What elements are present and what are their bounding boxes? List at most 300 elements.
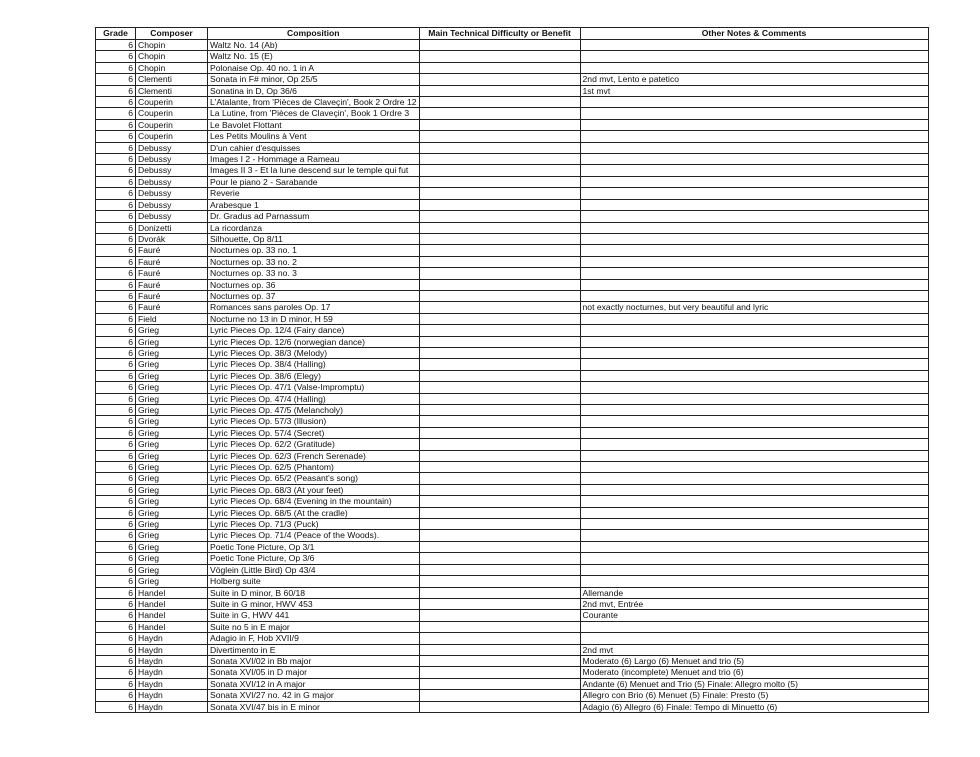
notes-cell[interactable] — [580, 142, 928, 153]
notes-cell[interactable] — [580, 553, 928, 564]
grade-cell[interactable]: 6 — [96, 51, 136, 62]
composition-cell[interactable]: Lyric Pieces Op. 68/3 (At your feet) — [208, 484, 420, 495]
composition-cell[interactable]: Lyric Pieces Op. 47/1 (Valse-Impromptu) — [208, 382, 420, 393]
grade-cell[interactable]: 6 — [96, 256, 136, 267]
difficulty-cell[interactable] — [419, 484, 580, 495]
composer-cell[interactable]: Chopin — [136, 51, 208, 62]
grade-cell[interactable]: 6 — [96, 621, 136, 632]
difficulty-cell[interactable] — [419, 496, 580, 507]
composition-cell[interactable]: Romances sans paroles Op. 17 — [208, 302, 420, 313]
composition-cell[interactable]: La Lutine, from 'Pièces de Claveçin', Book 1 Ordre 3 — [208, 108, 420, 119]
difficulty-cell[interactable] — [419, 359, 580, 370]
notes-cell[interactable]: Allemande — [580, 587, 928, 598]
composition-cell[interactable]: Lyric Pieces Op. 71/3 (Puck) — [208, 519, 420, 530]
composer-cell[interactable]: Fauré — [136, 256, 208, 267]
composer-cell[interactable]: Debussy — [136, 188, 208, 199]
composer-cell[interactable]: Haydn — [136, 667, 208, 678]
composer-cell[interactable]: Fauré — [136, 302, 208, 313]
grade-cell[interactable]: 6 — [96, 279, 136, 290]
grade-cell[interactable]: 6 — [96, 131, 136, 142]
grade-cell[interactable]: 6 — [96, 701, 136, 712]
composer-cell[interactable]: Handel — [136, 621, 208, 632]
composition-cell[interactable]: Pour le piano 2 - Sarabande — [208, 176, 420, 187]
grade-cell[interactable]: 6 — [96, 85, 136, 96]
composer-cell[interactable]: Grieg — [136, 473, 208, 484]
grade-cell[interactable]: 6 — [96, 370, 136, 381]
composer-cell[interactable]: Handel — [136, 598, 208, 609]
composer-cell[interactable]: Grieg — [136, 347, 208, 358]
grade-cell[interactable]: 6 — [96, 188, 136, 199]
composition-cell[interactable]: D'un cahier d'esquisses — [208, 142, 420, 153]
notes-cell[interactable] — [580, 336, 928, 347]
composition-cell[interactable]: Sonata XVI/27 no. 42 in G major — [208, 690, 420, 701]
grade-cell[interactable]: 6 — [96, 325, 136, 336]
notes-cell[interactable] — [580, 131, 928, 142]
difficulty-cell[interactable] — [419, 450, 580, 461]
difficulty-cell[interactable] — [419, 427, 580, 438]
composition-cell[interactable]: Lyric Pieces Op. 65/2 (Peasant's song) — [208, 473, 420, 484]
composer-cell[interactable]: Grieg — [136, 496, 208, 507]
difficulty-cell[interactable] — [419, 553, 580, 564]
grade-cell[interactable]: 6 — [96, 290, 136, 301]
composition-cell[interactable]: Sonata XVI/47 bis in E minor — [208, 701, 420, 712]
composer-cell[interactable]: Grieg — [136, 541, 208, 552]
notes-cell[interactable] — [580, 279, 928, 290]
notes-cell[interactable] — [580, 519, 928, 530]
composer-cell[interactable]: Grieg — [136, 530, 208, 541]
notes-cell[interactable]: Courante — [580, 610, 928, 621]
notes-cell[interactable] — [580, 62, 928, 73]
notes-cell[interactable] — [580, 165, 928, 176]
grade-cell[interactable]: 6 — [96, 541, 136, 552]
grade-cell[interactable]: 6 — [96, 678, 136, 689]
composition-cell[interactable]: Poetic Tone Picture, Op 3/6 — [208, 553, 420, 564]
notes-cell[interactable] — [580, 40, 928, 51]
notes-cell[interactable] — [580, 507, 928, 518]
difficulty-cell[interactable] — [419, 211, 580, 222]
grade-cell[interactable]: 6 — [96, 473, 136, 484]
grade-cell[interactable]: 6 — [96, 336, 136, 347]
composition-cell[interactable]: Lyric Pieces Op. 12/4 (Fairy dance) — [208, 325, 420, 336]
difficulty-cell[interactable] — [419, 256, 580, 267]
notes-cell[interactable] — [580, 290, 928, 301]
grade-cell[interactable]: 6 — [96, 176, 136, 187]
notes-cell[interactable] — [580, 621, 928, 632]
notes-cell[interactable] — [580, 245, 928, 256]
composition-cell[interactable]: Sonata XVI/02 in Bb major — [208, 655, 420, 666]
difficulty-cell[interactable] — [419, 131, 580, 142]
composition-cell[interactable]: Nocturne no 13 in D minor, H 59 — [208, 313, 420, 324]
difficulty-cell[interactable] — [419, 222, 580, 233]
grade-cell[interactable]: 6 — [96, 165, 136, 176]
difficulty-cell[interactable] — [419, 382, 580, 393]
composition-cell[interactable]: Images II 3 - Et la lune descend sur le temple qui fut — [208, 165, 420, 176]
difficulty-cell[interactable] — [419, 245, 580, 256]
grade-cell[interactable]: 6 — [96, 507, 136, 518]
composition-cell[interactable]: Sonata XVI/05 in D major — [208, 667, 420, 678]
composition-cell[interactable]: L'Atalante, from 'Pièces de Claveçin', Book 2 Ordre 12 — [208, 97, 420, 108]
grade-cell[interactable]: 6 — [96, 576, 136, 587]
composer-cell[interactable]: Grieg — [136, 427, 208, 438]
composer-cell[interactable]: Grieg — [136, 393, 208, 404]
composition-cell[interactable]: Silhouette, Op 8/11 — [208, 233, 420, 244]
composition-cell[interactable]: Suite in D minor, B 60/18 — [208, 587, 420, 598]
table-row — [96, 62, 929, 73]
composition-cell[interactable]: Holberg suite — [208, 576, 420, 587]
composer-cell[interactable]: Grieg — [136, 336, 208, 347]
notes-cell[interactable] — [580, 211, 928, 222]
composer-cell[interactable]: Grieg — [136, 484, 208, 495]
composition-cell[interactable]: Poetic Tone Picture, Op 3/1 — [208, 541, 420, 552]
difficulty-cell[interactable] — [419, 347, 580, 358]
difficulty-cell[interactable] — [419, 564, 580, 575]
composition-cell[interactable]: Nocturnes op. 33 no. 1 — [208, 245, 420, 256]
grade-cell[interactable]: 6 — [96, 382, 136, 393]
table-row — [96, 644, 929, 655]
composition-cell[interactable]: Lyric Pieces Op. 12/6 (norwegian dance) — [208, 336, 420, 347]
grade-cell[interactable]: 6 — [96, 416, 136, 427]
composition-cell[interactable]: Suite no 5 in E major — [208, 621, 420, 632]
notes-cell[interactable] — [580, 154, 928, 165]
composition-cell[interactable]: Lyric Pieces Op. 68/4 (Evening in the mountain) — [208, 496, 420, 507]
grade-cell[interactable]: 6 — [96, 496, 136, 507]
grade-cell[interactable]: 6 — [96, 405, 136, 416]
difficulty-cell[interactable] — [419, 199, 580, 210]
composer-cell[interactable]: Debussy — [136, 211, 208, 222]
composition-cell[interactable]: Lyric Pieces Op. 68/5 (At the cradle) — [208, 507, 420, 518]
grade-cell[interactable]: 6 — [96, 610, 136, 621]
composition-cell[interactable]: Lyric Pieces Op. 57/3 (Illusion) — [208, 416, 420, 427]
notes-cell[interactable] — [580, 370, 928, 381]
notes-cell[interactable] — [580, 359, 928, 370]
difficulty-cell[interactable] — [419, 97, 580, 108]
difficulty-cell[interactable] — [419, 165, 580, 176]
composition-cell[interactable]: Waltz No. 15 (E) — [208, 51, 420, 62]
difficulty-cell[interactable] — [419, 268, 580, 279]
composer-cell[interactable]: Debussy — [136, 154, 208, 165]
composer-cell[interactable]: Debussy — [136, 165, 208, 176]
difficulty-cell[interactable] — [419, 576, 580, 587]
composer-cell[interactable]: Fauré — [136, 268, 208, 279]
grade-cell[interactable]: 6 — [96, 154, 136, 165]
composer-cell[interactable]: Dvorák — [136, 233, 208, 244]
composition-cell[interactable]: Nocturnes op. 37 — [208, 290, 420, 301]
grade-cell[interactable]: 6 — [96, 450, 136, 461]
notes-cell[interactable] — [580, 233, 928, 244]
difficulty-cell[interactable] — [419, 325, 580, 336]
composer-cell[interactable]: Grieg — [136, 359, 208, 370]
grade-cell[interactable]: 6 — [96, 484, 136, 495]
grade-cell[interactable]: 6 — [96, 119, 136, 130]
notes-cell[interactable]: Allegro con Brio (6) Menuet (5) Finale: Presto (5) — [580, 690, 928, 701]
difficulty-cell[interactable] — [419, 51, 580, 62]
composer-cell[interactable]: Clementi — [136, 85, 208, 96]
grade-cell[interactable]: 6 — [96, 633, 136, 644]
notes-cell[interactable] — [580, 313, 928, 324]
grade-cell[interactable]: 6 — [96, 40, 136, 51]
grade-cell[interactable]: 6 — [96, 199, 136, 210]
notes-cell[interactable] — [580, 256, 928, 267]
grade-cell[interactable]: 6 — [96, 393, 136, 404]
difficulty-cell[interactable] — [419, 701, 580, 712]
difficulty-cell[interactable] — [419, 40, 580, 51]
composition-cell[interactable]: Reverie — [208, 188, 420, 199]
notes-cell[interactable] — [580, 484, 928, 495]
grade-cell[interactable]: 6 — [96, 598, 136, 609]
difficulty-cell[interactable] — [419, 119, 580, 130]
composer-cell[interactable]: Grieg — [136, 325, 208, 336]
table-row — [96, 165, 929, 176]
difficulty-cell[interactable] — [419, 610, 580, 621]
grade-cell[interactable]: 6 — [96, 667, 136, 678]
composition-cell[interactable]: Arabesque 1 — [208, 199, 420, 210]
notes-cell[interactable] — [580, 108, 928, 119]
notes-cell[interactable]: Moderato (incomplete) Menuet and trio (6) — [580, 667, 928, 678]
difficulty-cell[interactable] — [419, 85, 580, 96]
grade-cell[interactable]: 6 — [96, 97, 136, 108]
composition-cell[interactable]: Sonata XVI/12 in A major — [208, 678, 420, 689]
composer-cell[interactable]: Grieg — [136, 576, 208, 587]
composer-cell[interactable]: Grieg — [136, 564, 208, 575]
grade-cell[interactable]: 6 — [96, 108, 136, 119]
notes-cell[interactable]: 2nd mvt, Entrée — [580, 598, 928, 609]
notes-cell[interactable] — [580, 199, 928, 210]
composer-cell[interactable]: Grieg — [136, 462, 208, 473]
composer-cell[interactable]: Debussy — [136, 199, 208, 210]
grade-cell[interactable]: 6 — [96, 233, 136, 244]
notes-cell[interactable] — [580, 450, 928, 461]
grade-cell[interactable]: 6 — [96, 302, 136, 313]
notes-cell[interactable] — [580, 462, 928, 473]
difficulty-cell[interactable] — [419, 62, 580, 73]
difficulty-cell[interactable] — [419, 279, 580, 290]
composition-cell[interactable]: Lyric Pieces Op. 38/3 (Melody) — [208, 347, 420, 358]
composer-cell[interactable]: Grieg — [136, 519, 208, 530]
difficulty-cell[interactable] — [419, 108, 580, 119]
difficulty-cell[interactable] — [419, 370, 580, 381]
grade-cell[interactable]: 6 — [96, 268, 136, 279]
composer-cell[interactable]: Debussy — [136, 142, 208, 153]
composer-cell[interactable]: Haydn — [136, 633, 208, 644]
notes-cell[interactable] — [580, 188, 928, 199]
composer-cell[interactable]: Donizetti — [136, 222, 208, 233]
grade-cell[interactable]: 6 — [96, 519, 136, 530]
notes-cell[interactable] — [580, 633, 928, 644]
difficulty-cell[interactable] — [419, 678, 580, 689]
notes-cell[interactable]: Andante (6) Menuet and Trio (5) Finale: Allegro molto (5) — [580, 678, 928, 689]
composition-cell[interactable]: Dr. Gradus ad Parnassum — [208, 211, 420, 222]
composer-cell[interactable]: Fauré — [136, 245, 208, 256]
grade-cell[interactable]: 6 — [96, 530, 136, 541]
composer-cell[interactable]: Grieg — [136, 450, 208, 461]
composer-cell[interactable]: Grieg — [136, 405, 208, 416]
grade-cell[interactable]: 6 — [96, 564, 136, 575]
notes-cell[interactable] — [580, 119, 928, 130]
difficulty-cell[interactable] — [419, 405, 580, 416]
composer-cell[interactable]: Field — [136, 313, 208, 324]
difficulty-cell[interactable] — [419, 233, 580, 244]
composer-cell[interactable]: Couperin — [136, 108, 208, 119]
difficulty-cell[interactable] — [419, 188, 580, 199]
grade-cell[interactable]: 6 — [96, 587, 136, 598]
composition-cell[interactable]: Adagio in F, Hob XVII/9 — [208, 633, 420, 644]
difficulty-cell[interactable] — [419, 633, 580, 644]
notes-cell[interactable]: 2nd mvt — [580, 644, 928, 655]
grade-cell[interactable]: 6 — [96, 427, 136, 438]
composition-cell[interactable]: Nocturnes op. 33 no. 3 — [208, 268, 420, 279]
notes-cell[interactable]: 2nd mvt, Lento e patetico — [580, 74, 928, 85]
composer-cell[interactable]: Clementi — [136, 74, 208, 85]
composition-cell[interactable]: Vöglein (Little Bird) Op 43/4 — [208, 564, 420, 575]
composition-cell[interactable]: Lyric Pieces Op. 62/2 (Gratitude) — [208, 439, 420, 450]
composer-cell[interactable]: Grieg — [136, 507, 208, 518]
composer-cell[interactable]: Grieg — [136, 382, 208, 393]
notes-cell[interactable] — [580, 347, 928, 358]
difficulty-cell[interactable] — [419, 176, 580, 187]
composition-cell[interactable]: Suite in G minor, HWV 453 — [208, 598, 420, 609]
difficulty-cell[interactable] — [419, 473, 580, 484]
difficulty-cell[interactable] — [419, 439, 580, 450]
notes-cell[interactable] — [580, 325, 928, 336]
composition-cell[interactable]: Les Petits Moulins à Vent — [208, 131, 420, 142]
table-row — [96, 256, 929, 267]
composition-cell[interactable]: Nocturnes op. 36 — [208, 279, 420, 290]
difficulty-cell[interactable] — [419, 74, 580, 85]
composer-cell[interactable]: Haydn — [136, 655, 208, 666]
notes-cell[interactable]: Adagio (6) Allegro (6) Finale: Tempo di Minuetto (6) — [580, 701, 928, 712]
notes-cell[interactable] — [580, 382, 928, 393]
notes-cell[interactable] — [580, 97, 928, 108]
difficulty-cell[interactable] — [419, 290, 580, 301]
composer-cell[interactable]: Haydn — [136, 701, 208, 712]
composer-cell[interactable]: Debussy — [136, 176, 208, 187]
difficulty-cell[interactable] — [419, 644, 580, 655]
composer-cell[interactable]: Fauré — [136, 279, 208, 290]
notes-cell[interactable] — [580, 576, 928, 587]
composition-cell[interactable]: Lyric Pieces Op. 71/4 (Peace of the Woods). — [208, 530, 420, 541]
composition-cell[interactable]: Nocturnes op. 33 no. 2 — [208, 256, 420, 267]
grade-cell[interactable]: 6 — [96, 347, 136, 358]
difficulty-cell[interactable] — [419, 587, 580, 598]
grade-cell[interactable]: 6 — [96, 553, 136, 564]
difficulty-cell[interactable] — [419, 690, 580, 701]
difficulty-cell[interactable] — [419, 336, 580, 347]
grade-cell[interactable]: 6 — [96, 439, 136, 450]
grade-cell[interactable]: 6 — [96, 359, 136, 370]
composer-cell[interactable]: Grieg — [136, 553, 208, 564]
difficulty-cell[interactable] — [419, 393, 580, 404]
composition-cell[interactable]: Suite in G, HWV 441 — [208, 610, 420, 621]
notes-cell[interactable]: Moderato (6) Largo (6) Menuet and trio (5) — [580, 655, 928, 666]
notes-cell[interactable] — [580, 473, 928, 484]
difficulty-cell[interactable] — [419, 462, 580, 473]
grade-cell[interactable]: 6 — [96, 644, 136, 655]
composition-cell[interactable]: Lyric Pieces Op. 57/4 (Secret) — [208, 427, 420, 438]
difficulty-cell[interactable] — [419, 507, 580, 518]
difficulty-cell[interactable] — [419, 598, 580, 609]
composer-cell[interactable]: Chopin — [136, 40, 208, 51]
difficulty-cell[interactable] — [419, 519, 580, 530]
composer-cell[interactable]: Couperin — [136, 131, 208, 142]
composition-cell[interactable]: La ricordanza — [208, 222, 420, 233]
difficulty-cell[interactable] — [419, 416, 580, 427]
notes-cell[interactable] — [580, 427, 928, 438]
composition-cell[interactable]: Le Bavolet Flottant — [208, 119, 420, 130]
composer-cell[interactable]: Handel — [136, 587, 208, 598]
notes-cell[interactable]: 1st mvt — [580, 85, 928, 96]
composition-cell[interactable]: Sonata in F# minor, Op 25/5 — [208, 74, 420, 85]
composer-cell[interactable]: Grieg — [136, 416, 208, 427]
composer-cell[interactable]: Grieg — [136, 439, 208, 450]
notes-cell[interactable] — [580, 51, 928, 62]
composer-cell[interactable]: Handel — [136, 610, 208, 621]
difficulty-cell[interactable] — [419, 142, 580, 153]
composition-cell[interactable]: Lyric Pieces Op. 38/6 (Elegy) — [208, 370, 420, 381]
grade-cell[interactable]: 6 — [96, 245, 136, 256]
grade-cell[interactable]: 6 — [96, 655, 136, 666]
composition-cell[interactable]: Lyric Pieces Op. 47/4 (Halling) — [208, 393, 420, 404]
difficulty-cell[interactable] — [419, 154, 580, 165]
composition-cell[interactable]: Lyric Pieces Op. 62/5 (Phantom) — [208, 462, 420, 473]
notes-cell[interactable] — [580, 268, 928, 279]
composer-cell[interactable]: Haydn — [136, 690, 208, 701]
composer-cell[interactable]: Grieg — [136, 370, 208, 381]
notes-cell[interactable] — [580, 222, 928, 233]
difficulty-cell[interactable] — [419, 621, 580, 632]
notes-cell[interactable] — [580, 541, 928, 552]
difficulty-cell[interactable] — [419, 655, 580, 666]
grade-cell[interactable]: 6 — [96, 142, 136, 153]
composition-cell[interactable]: Images I 2 - Hommage a Rameau — [208, 154, 420, 165]
notes-cell[interactable] — [580, 176, 928, 187]
composition-cell[interactable]: Lyric Pieces Op. 38/4 (Halling) — [208, 359, 420, 370]
notes-cell[interactable] — [580, 530, 928, 541]
notes-cell[interactable] — [580, 405, 928, 416]
grade-cell[interactable]: 6 — [96, 462, 136, 473]
difficulty-cell[interactable] — [419, 530, 580, 541]
composition-cell[interactable]: Lyric Pieces Op. 47/5 (Melancholy) — [208, 405, 420, 416]
difficulty-cell[interactable] — [419, 313, 580, 324]
composer-cell[interactable]: Haydn — [136, 678, 208, 689]
notes-cell[interactable] — [580, 393, 928, 404]
composer-cell[interactable]: Chopin — [136, 62, 208, 73]
composition-cell[interactable]: Divertimento in E — [208, 644, 420, 655]
difficulty-cell[interactable] — [419, 667, 580, 678]
composition-cell[interactable]: Sonatina in D, Op 36/6 — [208, 85, 420, 96]
grade-cell[interactable]: 6 — [96, 222, 136, 233]
notes-cell[interactable] — [580, 416, 928, 427]
grade-cell[interactable]: 6 — [96, 313, 136, 324]
composition-cell[interactable]: Polonaise Op. 40 no. 1 in A — [208, 62, 420, 73]
difficulty-cell[interactable] — [419, 541, 580, 552]
notes-cell[interactable]: not exactly nocturnes, but very beautiful and lyric — [580, 302, 928, 313]
difficulty-cell[interactable] — [419, 302, 580, 313]
composer-cell[interactable]: Couperin — [136, 119, 208, 130]
header-notes: Other Notes & Comments — [580, 28, 928, 40]
notes-cell[interactable] — [580, 564, 928, 575]
grade-cell[interactable]: 6 — [96, 74, 136, 85]
notes-cell[interactable] — [580, 439, 928, 450]
composition-cell[interactable]: Lyric Pieces Op. 62/3 (French Serenade) — [208, 450, 420, 461]
composer-cell[interactable]: Couperin — [136, 97, 208, 108]
composition-cell[interactable]: Waltz No. 14 (Ab) — [208, 40, 420, 51]
grade-cell[interactable]: 6 — [96, 211, 136, 222]
grade-cell[interactable]: 6 — [96, 62, 136, 73]
grade-cell[interactable]: 6 — [96, 690, 136, 701]
notes-cell[interactable] — [580, 496, 928, 507]
composer-cell[interactable]: Fauré — [136, 290, 208, 301]
composer-cell[interactable]: Haydn — [136, 644, 208, 655]
